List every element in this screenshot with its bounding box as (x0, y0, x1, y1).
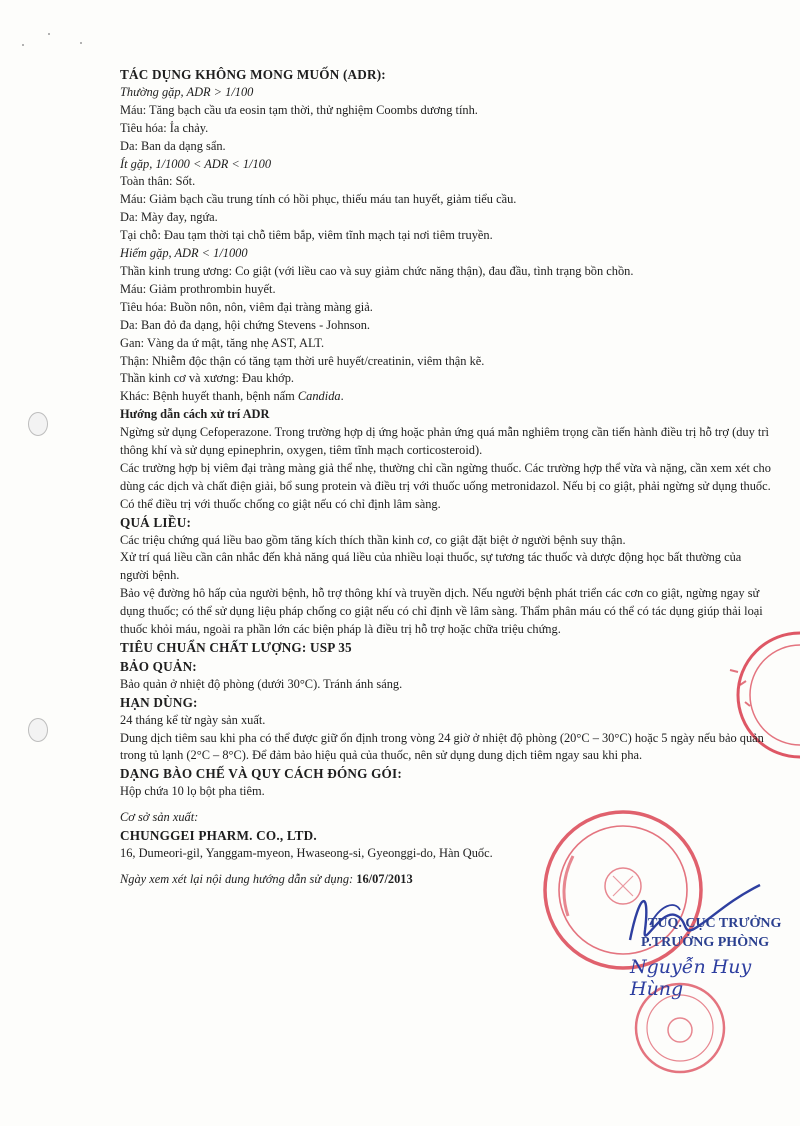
storage-text: Bảo quản ở nhiệt độ phòng (dưới 30°C). Tránh ánh sáng. (120, 676, 403, 691)
adr-rare-line: Máu: Giảm prothrombin huyết. (120, 281, 276, 296)
overdose-paragraph: Bảo vệ đường hô hấp của người bệnh, hỗ trợ thông khí và truyền dịch. Nếu người bệnh phát triển các cơn co giật, ngừng ngay sử dụng thuốc; có thể sử dụng liệu pháp chống co giật nếu có chỉ định về lâm sàng. Thẩm phân máu có thể có tác dụng giúp thải loại thuốc khỏi máu, ngoài ra phần lớn các biện pháp là điều trị hỗ trợ hoặc chữa triệu chứng. (120, 586, 763, 637)
adr-common-line: Da: Ban da dạng sẩn. (120, 138, 226, 153)
adr-uncommon-label: Ít gặp, 1/1000 < ADR < 1/100 (120, 156, 272, 171)
adr-rare-label: Hiếm gặp, ADR < 1/1000 (120, 246, 248, 261)
signer-name: Nguyễn Huy Hùng (630, 956, 752, 1000)
quality-heading: TIÊU CHUẨN CHẤT LƯỢNG: (120, 640, 307, 655)
guide-paragraph: Ngừng sử dụng Cefoperazone. Trong trường hợp dị ứng hoặc phản ứng quá mẫn nghiêm trọng cần tiến hành điều trị hỗ trợ (duy trì thông khí và sử dụng epinephrin, oxygen, tiêm tĩnh mạch corticosteroid). (120, 425, 769, 458)
storage-heading: BẢO QUẢN: (120, 658, 197, 674)
adr-rare-line: Thần kinh cơ và xương: Đau khớp. (120, 371, 294, 386)
scan-speck (22, 44, 24, 46)
packaging-text: Hộp chứa 10 lọ bột pha tiêm. (120, 784, 265, 799)
adr-common-label: Thường gặp, ADR > 1/100 (120, 84, 254, 99)
review-date-line (120, 871, 772, 889)
adr-uncommon-line: Máu: Giảm bạch cầu trung tính có hồi phục, thiếu máu tan huyết, giảm tiểu cầu. (120, 192, 517, 207)
review-label: Ngày xem xét lại nội dung hướng dẫn sử dụng: (120, 871, 357, 886)
document-body (120, 66, 772, 889)
quality-line (120, 639, 772, 658)
adr-rare-line: Thận: Nhiễm độc thận có tăng tạm thời urê huyết/creatinin, viêm thận kẽ. (120, 353, 485, 368)
punch-hole (28, 412, 48, 436)
scan-speck (80, 42, 82, 44)
scan-speck (48, 33, 50, 35)
adr-uncommon-line: Da: Mày đay, ngứa. (120, 210, 218, 225)
adr-uncommon-line: Tại chỗ: Đau tạm thời tại chỗ tiêm bắp, viêm tĩnh mạch tại nơi tiêm truyền. (120, 228, 493, 243)
overdose-paragraph: Xử trí quá liều cần cân nhắc đến khả năng quá liều của nhiều loại thuốc, sự tương tác thuốc và dược động học bất thường của người bệnh. (120, 550, 742, 583)
adr-rare-line: Da: Ban đỏ đa dạng, hội chứng Stevens - Johnson. (120, 317, 371, 332)
adr-other-italic: Candida (297, 389, 341, 404)
adr-common-line: Máu: Tăng bạch cầu ưa eosin tạm thời, thử nghiệm Coombs dương tính. (120, 102, 478, 117)
overdose-heading: QUÁ LIỀU: (120, 514, 192, 530)
overdose-paragraph: Các triệu chứng quá liều bao gồm tăng kích thích thần kinh cơ, co giật đặt biệt ở người bệnh suy thận. (120, 532, 626, 547)
expiry-heading: HẠN DÙNG: (120, 694, 198, 710)
manufacturer-name: CHUNGGEI PHARM. CO., LTD. (120, 828, 317, 844)
adr-other-suffix: . (340, 389, 344, 404)
quality-value: USP 35 (306, 640, 352, 655)
packaging-heading: DẠNG BÀO CHẾ VÀ QUY CÁCH ĐÓNG GÓI: (120, 766, 402, 782)
manufacturer-address: 16, Dumeori-gil, Yanggam-myeon, Hwaseong-si, Gyeonggi-do, Hàn Quốc. (120, 845, 493, 860)
adr-rare-line: Tiêu hóa: Buồn nôn, nôn, viêm đại tràng màng giả. (120, 299, 373, 314)
manufacturer-label: Cơ sở sản xuất: (120, 810, 199, 825)
expiry-paragraph: 24 tháng kể từ ngày sản xuất. (120, 712, 266, 727)
adr-other-line (120, 388, 772, 406)
guide-heading: Hướng dẫn cách xử trí ADR (120, 407, 270, 422)
signature-subtitle: P.TRƯỞNG PHÒNG (641, 935, 770, 950)
adr-uncommon-line: Toàn thân: Sốt. (120, 174, 196, 189)
signature-title: TUQ. CỤC TRƯỞNG (648, 916, 782, 931)
punch-hole (28, 718, 48, 742)
adr-rare-line: Gan: Vàng da ứ mật, tăng nhẹ AST, ALT. (120, 335, 325, 350)
guide-paragraph: Các trường hợp bị viêm đại tràng màng giả thể nhẹ, thường chỉ cần ngừng thuốc. Các trường hợp thể vừa và nặng, cần xem xét cho dùng các dịch và chất điện giải, bổ sung protein và điều trị với thuốc uống metronidazol. Nếu bị co giật, phải ngừng sử dụng thuốc. Có thể điều trị với thuốc chống co giật nếu có chỉ định lâm sàng. (120, 460, 771, 511)
expiry-paragraph: Dung dịch tiêm sau khi pha có thể được giữ ổn định trong vòng 24 giờ ở nhiệt độ phòng (20°C – 30°C) hoặc 5 ngày nếu bảo quản trong tủ lạnh (2°C – 8°C). Để đảm bảo hiệu quả của thuốc, nên sử dụng dung dịch tiêm ngay sau khi pha. (120, 730, 764, 763)
adr-heading: TÁC DỤNG KHÔNG MONG MUỐN (ADR): (120, 67, 386, 82)
review-date: 16/07/2013 (356, 871, 413, 886)
adr-rare-line: Thần kinh trung ương: Co giật (với liều cao và suy giảm chức năng thận), đau đầu, tình trạng bồn chồn. (120, 263, 634, 278)
adr-other-text: Khác: Bệnh huyết thanh, bệnh nấm (120, 389, 298, 404)
adr-common-line: Tiêu hóa: Ỉa chảy. (120, 120, 209, 135)
